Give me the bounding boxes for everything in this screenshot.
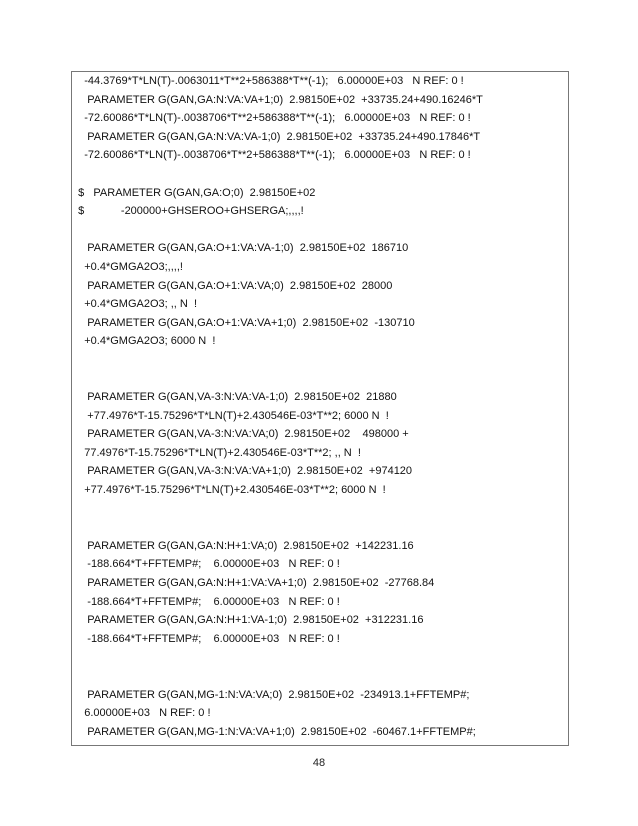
code-line: PARAMETER G(GAN,GA:N:VA:VA-1;0) 2.98150E+02 +33735.24+490.17846*T <box>72 130 481 143</box>
code-line <box>72 741 568 746</box>
code-line: PARAMETER G(GAN,MG-1:N:VA:VA;0) 2.98150E+02 -234913.1+FFTEMP#; <box>72 688 470 701</box>
code-line: -188.664*T+FFTEMP#; 6.00000E+03 N REF: 0 ! <box>72 595 340 608</box>
code-line: $ -200000+GHSEROO+GHSERGA;,,,,! <box>72 205 304 218</box>
code-box <box>71 71 569 746</box>
code-line: PARAMETER G(GAN,VA-3:N:VA:VA;0) 2.98150E+02 498000 + <box>72 428 409 441</box>
code-line <box>72 648 568 667</box>
code-line <box>72 667 568 686</box>
code-line: PARAMETER G(GAN,MG-1:N:VA:VA+1;0) 2.98150E+02 -60467.1+FFTEMP#; <box>72 725 476 738</box>
code-line: 6.00000E+03 N REF: 0 ! <box>72 707 211 720</box>
code-line: -44.3769*T*LN(T)-.0063011*T**2+586388*T**(-1); 6.00000E+03 N REF: 0 ! <box>72 75 464 87</box>
code-line: PARAMETER G(GAN,GA:O+1:VA:VA+1;0) 2.98150E+02 -130710 <box>72 316 415 329</box>
code-line: PARAMETER G(GAN,GA:N:H+1:VA;0) 2.98150E+02 +142231.16 <box>72 539 414 552</box>
code-line: PARAMETER G(GAN,VA-3:N:VA:VA-1;0) 2.98150E+02 21880 <box>72 391 397 404</box>
code-line: -72.60086*T*LN(T)-.0038706*T**2+586388*T**(-1); 6.00000E+03 N REF: 0 ! <box>72 112 471 125</box>
code-line: PARAMETER G(GAN,GA:O+1:VA:VA;0) 2.98150E+02 28000 <box>72 279 393 292</box>
code-line: +0.4*GMGA2O3; ,, N ! <box>72 298 198 311</box>
code-line: PARAMETER G(GAN,GA:O+1:VA:VA-1;0) 2.98150E+02 186710 <box>72 242 409 255</box>
code-line: +77.4976*T-15.75296*T*LN(T)+2.430546E-03*T**2; 6000 N ! <box>72 484 386 497</box>
page-number: 48 <box>312 757 326 769</box>
code-line <box>72 165 568 184</box>
code-line: -188.664*T+FFTEMP#; 6.00000E+03 N REF: 0 ! <box>72 632 340 645</box>
code-line: -72.60086*T*LN(T)-.0038706*T**2+586388*T**(-1); 6.00000E+03 N REF: 0 ! <box>72 149 471 162</box>
code-line: PARAMETER G(GAN,GA:N:VA:VA+1;0) 2.98150E+02 +33735.24+490.16246*T <box>72 93 483 106</box>
code-line <box>72 500 568 519</box>
code-line <box>72 370 568 389</box>
code-line: $ PARAMETER G(GAN,GA:O;0) 2.98150E+02 <box>72 186 316 199</box>
parameter-listing <box>72 72 568 746</box>
code-line <box>72 518 568 537</box>
code-line: +77.4976*T-15.75296*T*LN(T)+2.430546E-03*T**2; 6000 N ! <box>72 409 389 422</box>
code-line: -188.664*T+FFTEMP#; 6.00000E+03 N REF: 0 ! <box>72 558 340 571</box>
code-line: +0.4*GMGA2O3;,,,,! <box>72 260 183 273</box>
code-line: 77.4976*T-15.75296*T*LN(T)+2.430546E-03*T**2; ,, N ! <box>72 446 361 459</box>
code-line <box>72 221 568 240</box>
code-line: PARAMETER G(GAN,VA-3:N:VA:VA+1;0) 2.98150E+02 +974120 <box>72 465 413 478</box>
code-line <box>72 351 568 370</box>
code-line: PARAMETER G(GAN,GA:N:H+1:VA-1;0) 2.98150E+02 +312231.16 <box>72 614 424 627</box>
code-line: +0.4*GMGA2O3; 6000 N ! <box>72 335 216 348</box>
code-line: PARAMETER G(GAN,GA:N:H+1:VA:VA+1;0) 2.98150E+02 -27768.84 <box>72 577 435 590</box>
